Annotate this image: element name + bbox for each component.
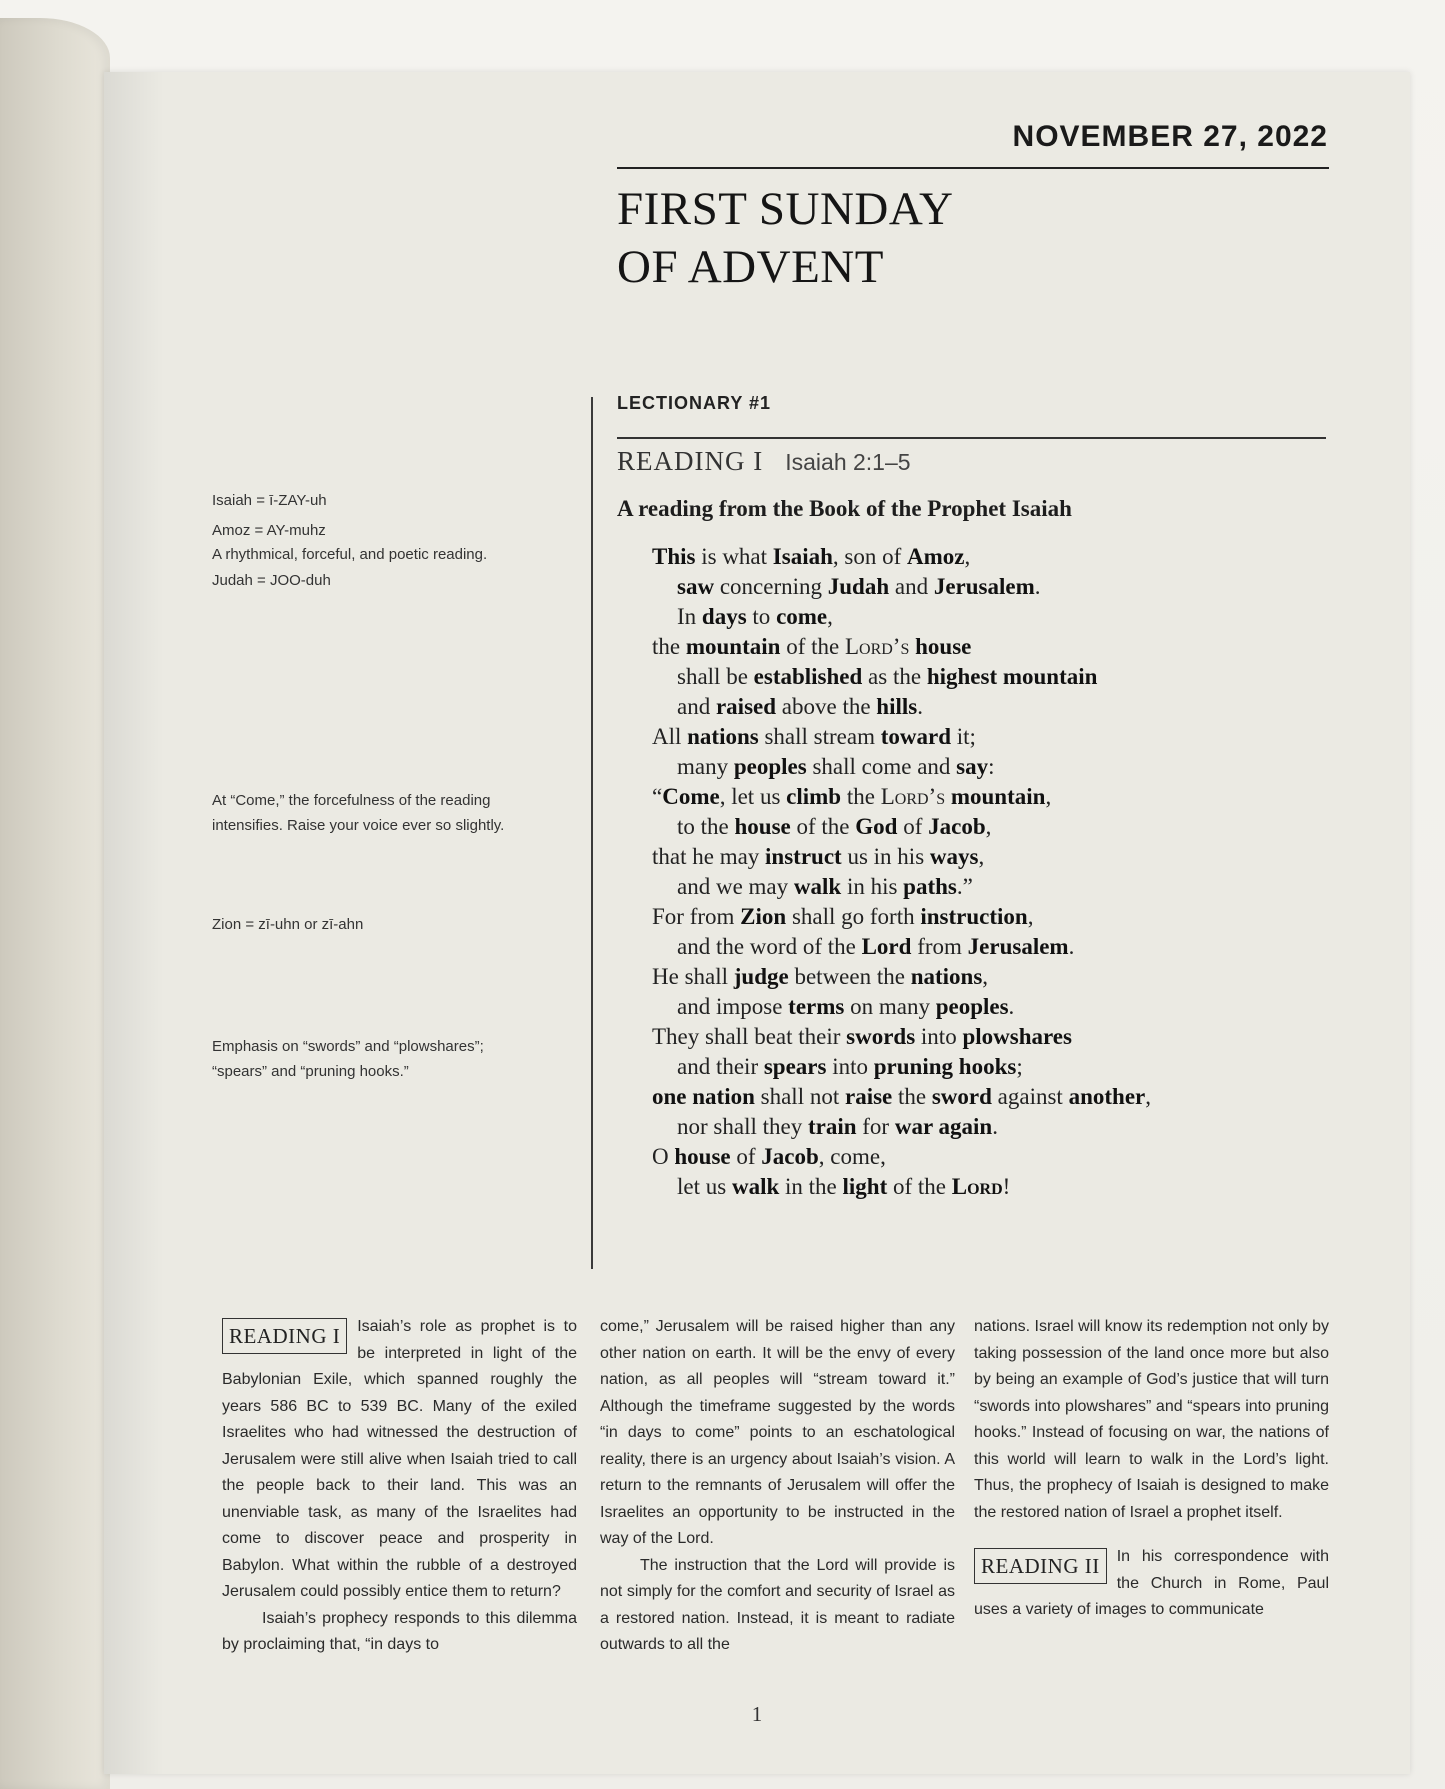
page-number: 1 bbox=[751, 1702, 763, 1726]
gutter-shadow bbox=[104, 72, 164, 1774]
verse-line: saw concerning Judah and Jerusalem. bbox=[677, 574, 1041, 599]
verse-line: to the house of the God of Jacob, bbox=[677, 814, 992, 839]
page-title bbox=[617, 180, 953, 296]
verse-line: and impose terms on many peoples. bbox=[677, 994, 1015, 1019]
note-emphasis: Emphasis on “swords” and “plowshares”; “spears” and “pruning hooks.” bbox=[212, 1038, 484, 1080]
commentary-paragraph: nations. Israel will know its redemption not only by taking possession of the land once more but also by being an example of God’s justice that will turn “swords into plowshares” and “spears into pruning hooks.” Instead of focusing on war, the nations of this world will learn to walk in the Lord’s light. Thus, the prophecy of Isaiah is designed to make the restored nation of Israel a prophet itself. bbox=[974, 1318, 1329, 1521]
reading-i-box: READING I bbox=[222, 1318, 347, 1354]
commentary-paragraph: Isaiah’s role as prophet is to be interpreted in light of the Babylonian Exile, which spanned roughly the years 586 BC to 539 BC. Many of the exiled Israelites who had witnessed the destruction of Jerusalem were still alive when Isaiah tried to call the people back to their land. This was an unenviable task, as many of the Israelites had come to discover peace and prosperity in Babylon. What within the rubble of a destroyed Jerusalem could possibly entice them to return? bbox=[222, 1318, 577, 1600]
commentary-paragraph: In his correspondence with the Church in Rome, Paul uses a variety of images to communicate bbox=[974, 1548, 1329, 1618]
verse-line: “Come, let us climb the Lord’s mountain, bbox=[652, 784, 1052, 809]
note-zion: Zion = zī-uhn or zī-ahn bbox=[212, 916, 364, 933]
title-line-1: FIRST SUNDAY bbox=[617, 183, 954, 235]
reading-ii-box: READING II bbox=[974, 1548, 1107, 1584]
commentary-column-1 bbox=[222, 1314, 577, 1659]
verse-line: shall be established as the highest mountain bbox=[677, 664, 1098, 689]
date-rule bbox=[617, 167, 1329, 169]
verse-line: This is what Isaiah, son of Amoz, bbox=[652, 544, 971, 569]
reading-heading bbox=[617, 446, 911, 477]
verse-line: many peoples shall come and say: bbox=[677, 754, 995, 779]
verse-line: All nations shall stream toward it; bbox=[652, 724, 976, 749]
verse-line: one nation shall not raise the sword against another, bbox=[652, 1084, 1151, 1109]
book-page bbox=[104, 72, 1410, 1774]
lectionary-label: LECTIONARY #1 bbox=[617, 393, 772, 413]
reading-label: READING I bbox=[617, 446, 764, 476]
verse-line: and the word of the Lord from Jerusalem. bbox=[677, 934, 1075, 959]
verse-line: and we may walk in his paths.” bbox=[677, 874, 973, 899]
note-come: At “Come,” the forcefulness of the reading intensifies. Raise your voice ever so slightly. bbox=[212, 792, 505, 834]
verse-line: He shall judge between the nations, bbox=[652, 964, 989, 989]
note-isaiah: Isaiah = ī-ZAY-uh bbox=[212, 492, 327, 509]
left-page-edge bbox=[0, 18, 110, 1789]
verse-line: For from Zion shall go forth instruction, bbox=[652, 904, 1034, 929]
reading-citation: Isaiah 2:1–5 bbox=[785, 449, 911, 475]
verse-line: They shall beat their swords into plowshares bbox=[652, 1024, 1072, 1049]
verse-line: and their spears into pruning hooks; bbox=[677, 1054, 1023, 1079]
commentary-paragraph: Isaiah’s prophecy responds to this dilemma by proclaiming that, “in days to bbox=[222, 1609, 577, 1653]
commentary-paragraph: come,” Jerusalem will be raised higher than any other nation on earth. It will be the envy of every nation, as all peoples will “stream toward it.” Although the timeframe suggested by the words “in days to come” points to an eschatological reality, there is an urgency about Isaiah’s vision. A return to the remnants of Jerusalem will offer the Israelites an opportunity to be instructed in the way of the Lord. bbox=[600, 1318, 955, 1547]
note-judah: Judah = JOO-duh bbox=[212, 572, 331, 589]
lectionary-rule bbox=[617, 437, 1326, 439]
scripture-text bbox=[652, 542, 1272, 1202]
commentary-column-2 bbox=[600, 1314, 955, 1659]
verse-line: and raised above the hills. bbox=[677, 694, 923, 719]
verse-line: let us walk in the light of the Lord! bbox=[677, 1174, 1011, 1199]
verse-line: In days to come, bbox=[677, 604, 833, 629]
verse-line: that he may instruct us in his ways, bbox=[652, 844, 985, 869]
commentary-paragraph: The instruction that the Lord will provide is not simply for the comfort and security of Israel as a restored nation. Instead, it is meant to radiate outwards to all the bbox=[600, 1556, 955, 1653]
reading-intro: A reading from the Book of the Prophet Isaiah bbox=[617, 496, 1072, 521]
page-date: NOVEMBER 27, 2022 bbox=[1012, 120, 1328, 153]
verse-line: O house of Jacob, come, bbox=[652, 1144, 886, 1169]
commentary-column-3 bbox=[974, 1314, 1329, 1624]
verse-line: the mountain of the Lord’s house bbox=[652, 634, 972, 659]
note-style: A rhythmical, forceful, and poetic reading. bbox=[212, 546, 488, 563]
column-divider bbox=[591, 397, 593, 1269]
verse-line: nor shall they train for war again. bbox=[677, 1114, 998, 1139]
title-line-2: OF ADVENT bbox=[617, 241, 884, 293]
note-amoz: Amoz = AY-muhz bbox=[212, 522, 326, 539]
